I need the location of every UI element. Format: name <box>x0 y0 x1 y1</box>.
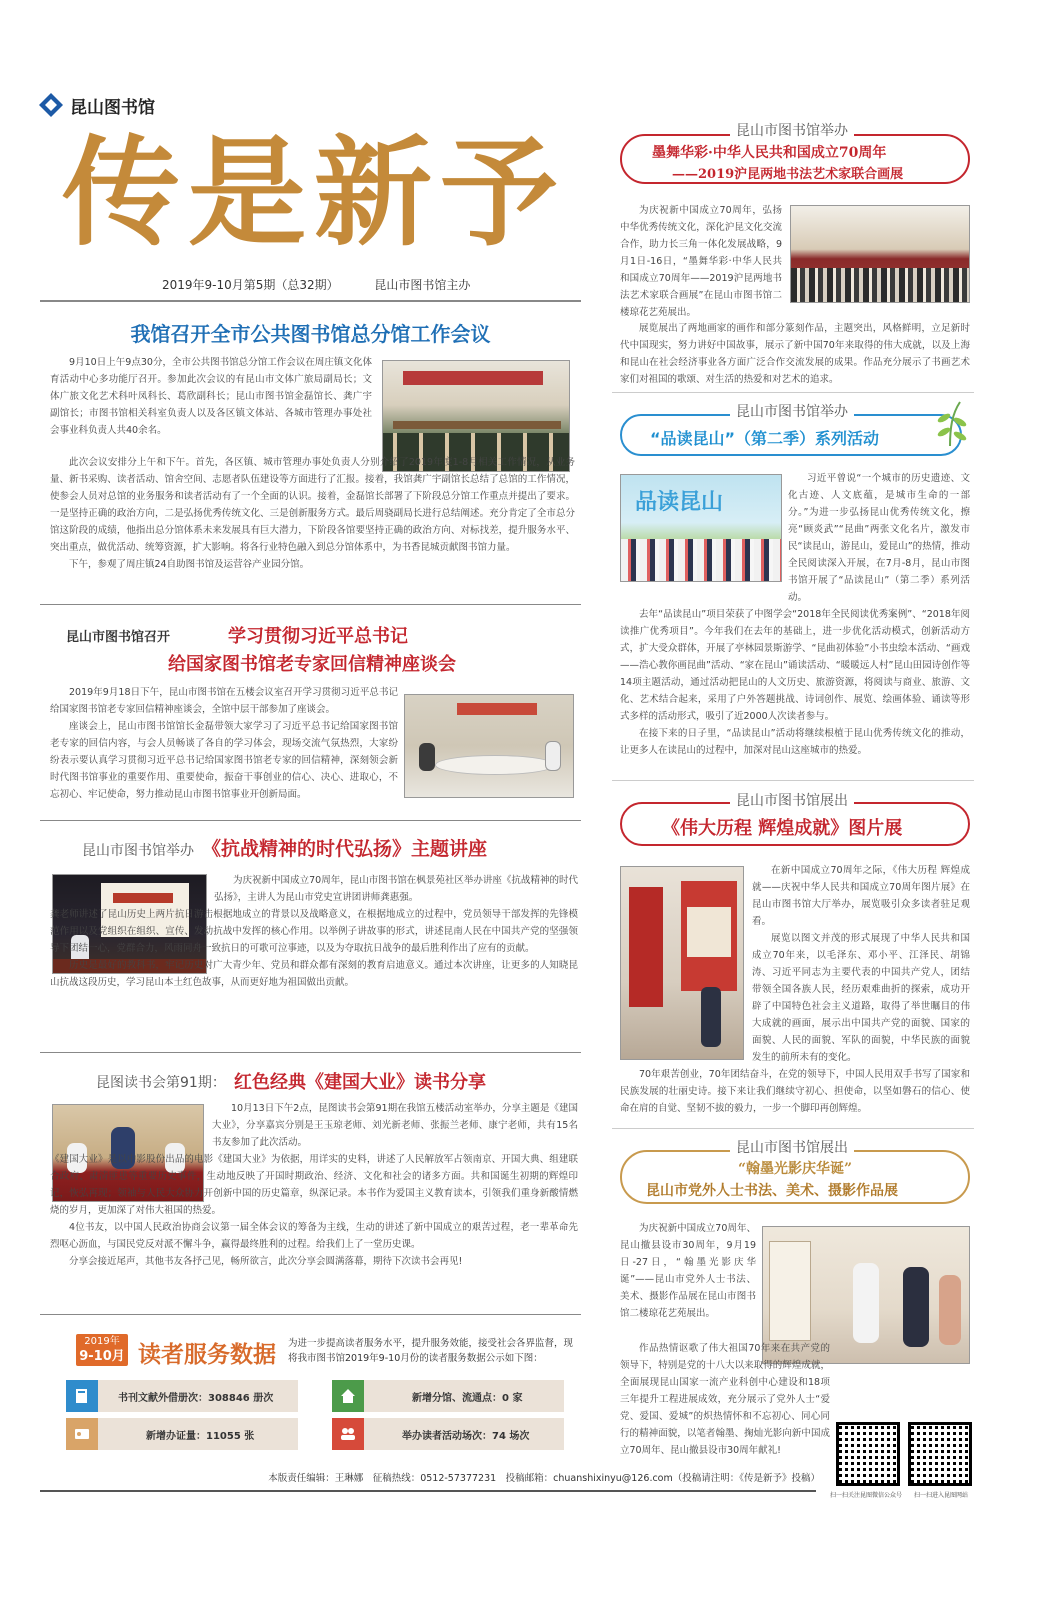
stats-intro: 为进一步提高读者服务水平，提升服务效能，接受社会各界监督，现将我市图书馆2019年9-10月份的读者服务数据公示如下图： <box>288 1338 574 1364</box>
right3-kicker: 昆山市图书馆展出 <box>730 790 854 810</box>
divider <box>40 1314 581 1315</box>
article2-paragraph: 座谈会上，昆山市图书馆馆长金磊带领大家学习了习近平总书记给国家图书馆老专家的回信内容，与会人员畅谈了各自的学习体会，现场交流气氛热烈，大家纷纷表示要认真学习贯彻习近平总书记给国家图书馆老专家的回信精神，深刻领会新时代图书馆事业的重要作用、重要使命，振奋干事创业的信心、决心、进取心，不忘初心、牢记使命，努力推动昆山市图书馆事业开创新局面。 <box>50 721 398 800</box>
right2-paragraph: 习近平曾说“一个城市的历史遗迹、文化古迹、人文底蕴，是城市生命的一部分。”为进一步弘扬昆山优秀传统文化，擦亮“顾炎武”“昆曲”两张文化名片，激发市民“读昆山，游昆山，爱昆山”的热情，推动全民阅读深入开展，在7月-8月，昆山市图书馆开展了“品读昆山”（第二季）系列活动。 <box>788 473 970 603</box>
qr1-caption: 扫一扫关注昆图微信公众号 <box>829 1492 902 1499</box>
stat-card <box>332 1418 564 1450</box>
stat-label: 举办读者活动场次：74 场次 <box>402 1430 530 1442</box>
diamond-logo-icon <box>38 92 64 118</box>
divider <box>40 1052 581 1053</box>
divider <box>612 780 974 781</box>
stats-badge-months: 9-10月 <box>79 1349 125 1364</box>
right4-paragraph: 为庆祝新中国成立70周年、昆山撤县设市30周年，9月19日-27日，“翰墨光影庆华诞”——昆山市党外人士书法、美术、摄影作品展在昆山市图书馆二楼琼花艺苑展出。 <box>620 1223 756 1319</box>
article3-body <box>50 872 578 991</box>
right3-paragraph: 在新中国成立70周年之际，《伟大历程 辉煌成就——庆祝中华人民共和国成立70周年图片展》在昆山市图书馆大厅举办，展览吸引众多读者驻足观看。 <box>752 865 970 927</box>
article4-kicker: 昆图读书会第91期： <box>96 1075 226 1091</box>
right3-title: 《伟大历程 辉煌成就》图片展 <box>662 818 903 839</box>
right4-body-cont <box>620 1340 830 1459</box>
article4-title: 红色经典《建国大业》读书分享 <box>234 1072 486 1093</box>
right2-photo-text: 品读昆山 <box>635 489 724 515</box>
right1-photo <box>790 205 970 303</box>
logo-text: 昆山图书馆 <box>70 97 155 118</box>
stat-card <box>332 1380 564 1412</box>
article2-kicker: 昆山市图书馆召开 <box>66 630 171 645</box>
article2-title-line2: 给国家图书馆老专家回信精神座谈会 <box>168 654 456 675</box>
right1-body-cont <box>620 320 970 388</box>
stat-label: 新增分馆、流通点：0 家 <box>412 1392 523 1404</box>
article1-title: 我馆召开全市公共图书馆总分馆工作会议 <box>130 322 491 346</box>
house-icon <box>332 1380 364 1412</box>
book-icon <box>66 1380 98 1412</box>
masthead-title: 传是新予 <box>62 123 567 262</box>
footer-text: 本版责任编辑：王琳娜 征稿热线：0512-57377231 投稿邮箱：chuanshixinyu@126.com（投稿请注明：《传是新予》投稿） <box>268 1473 820 1484</box>
right1-body <box>620 202 782 321</box>
stat-card <box>66 1380 298 1412</box>
article1-body-cont <box>50 454 575 573</box>
right4-kicker: 昆山市图书馆展出 <box>730 1137 854 1157</box>
website-qr-code <box>908 1422 972 1486</box>
right2-paragraph: 在接下来的日子里，“品读昆山”活动将继续根植于昆山优秀传统文化的推动，让更多人在读昆山的过程中，加深对昆山这座城市的热爱。 <box>620 728 970 756</box>
issue-line <box>162 276 470 293</box>
right1-paragraph: 展览展出了两地画家的画作和部分篆刻作品，主题突出，风格鲜明，立足新时代中国现实，努力讲好中国故事，展示了新中国70年来取得的伟大成就，以及上海和昆山在社会经济事业各方面广泛合作交流发展的成果。作品充分展示了书画艺术家们对祖国的歌颂、对生活的热爱和对艺术的追求。 <box>620 323 970 385</box>
right4-title-line1: “翰墨光影庆华诞” <box>738 1161 853 1177</box>
divider <box>612 1128 974 1129</box>
stat-label: 书刊文献外借册次：308846 册次 <box>118 1392 274 1404</box>
right4-title-line2: 昆山市党外人士书法、美术、摄影作品展 <box>646 1183 898 1199</box>
footer-rule <box>40 1490 816 1492</box>
right1-kicker: 昆山市图书馆举办 <box>730 120 854 140</box>
article3-paragraph: 龚老师讲述了昆山历史上两片抗日游击根据地成立的背景以及战略意义，在根据地成立的过程中，党员领导干部发挥的先锋模范作用以及党组织在组织、宣传、发动抗战中发挥的核心作用。以举例子讲故事的形式，讲述昆南人民在中国共产党的坚强领导下团结一心，党群合力，风雨同舟一致抗日的可歌可泣事迹，以及为夺取抗日战争的最后胜利作出了应有的贡献。 <box>50 909 578 954</box>
right4-body <box>620 1220 756 1322</box>
article2-body <box>50 684 398 803</box>
article2-title-line1: 学习贯彻习近平总书记 <box>228 626 408 647</box>
divider <box>612 392 974 393</box>
leaf-decoration-icon <box>930 398 972 448</box>
qr2-caption: 扫一扫进入昆图网站 <box>913 1492 968 1499</box>
right2-paragraph: 去年“品读昆山”项目荣获了中图学会“2018年全民阅读优秀案例”、“2018年阅读推广优秀项目”。今年我们在去年的基础上，进一步优化活动模式，创新活动方式，扩大受众群体，开展了亭林园景斯游学、“昆曲初体验”小书虫绘本活动、“画戏——浩心教你画昆曲”活动、“家在昆山”诵读活动、“暖暖远人村”昆山田园诗创作等14项主题活动，通过活动把昆山的人文历史、旅游资源，将阅读与商业、旅游、文化、艺术结合起来，采用了户外答题挑战、诗词创作、展览、绘画体验、诵读等形式多样的活动形式，吸引了近2000人次读者参与。 <box>620 609 970 722</box>
divider <box>40 604 581 605</box>
article3-paragraph: 为庆祝新中国成立70周年，昆山市图书馆在枫景苑社区举办讲座《抗战精神的时代弘扬》，主讲人为昆山市党史宣讲团讲师龚惠强。 <box>214 875 578 903</box>
right1-paragraph: 为庆祝新中国成立70周年，弘扬中华优秀传统文化，深化沪昆文化交流合作，助力长三角一体化发展战略，9月1日-16日，“墨舞华彩·中华人民共和国成立70周年——2019沪昆两地书法艺术家联合画展”在昆山市图书馆二楼琼花艺苑展出。 <box>620 205 782 318</box>
people-icon <box>332 1418 364 1450</box>
masthead-rule <box>40 300 581 302</box>
stats-badge-year: 2019年 <box>84 1336 120 1347</box>
article3-kicker: 昆山市图书馆举办 <box>82 843 194 859</box>
right2-body <box>620 470 970 759</box>
article4-paragraph: 《建国大业》是以中影股份出品的电影《建国大业》为依据，用详实的史料，讲述了人民解放军占领南京、开国大典、组建联合政府、肃清匪患等重要历史事件，生动地反映了开国时期政治、经济、文化和社会的诸多方面。共和国诞生初期的辉煌印记，恢弘再现；领袖与人民大众协力开创新中国的历史篇章，纵深记录。本书作为爱国主义教育读本，引领我们重身新酸情燃烧的岁月，更加深了对伟大祖国的热爱。 <box>50 1154 578 1216</box>
right3-paragraph: 展览以图文并茂的形式展现了中华人民共和国成立70年来，以毛泽东、邓小平、江泽民、胡锦涛、习近平同志为主要代表的中国共产党人，团结带领全国各族人民，经历艰难曲折的探索，成功开辟了中国特色社会主义道路，取得了举世瞩目的伟大成就的画面，展示出中国共产党的面貌、国家的面貌、人民的面貌、军队的面貌，中华民族的面貌发生的前所未有的变化。 <box>752 933 970 1063</box>
article3-title: 《抗战精神的时代弘扬》主题讲座 <box>202 838 488 860</box>
article4-paragraph: 10月13日下午2点，昆图读书会第91期在我馆五楼活动室举办，分享主题是《建国大业》，分享嘉宾分别是王玉琼老师、刘光新老师、张振兰老师、康宁老师，共有15名书友参加了此次活动。 <box>212 1103 578 1148</box>
card-icon <box>66 1418 98 1450</box>
wechat-qr-code <box>836 1422 900 1486</box>
issue-number: 2019年9-10月第5期（总32期） <box>162 278 339 292</box>
article4-paragraph: 4位书友，以中国人民政治协商会议第一届全体会议的筹备为主线，生动的讲述了新中国成立的艰苦过程，老一辈革命先烈呕心沥血，与国民党反对派不懈斗争，赢得最终胜利的过程。给我们上了一堂历史课。 <box>50 1222 578 1250</box>
article1-paragraph: 下午，参观了周庄镇24自助图书馆及运营谷产业园分馆。 <box>69 559 310 570</box>
divider <box>40 820 581 821</box>
article2-photo <box>404 694 574 798</box>
article4-body <box>50 1100 578 1270</box>
publisher: 昆山市图书馆主办 <box>374 278 471 292</box>
article2-paragraph: 2019年9月18日下午，昆山市图书馆在五楼会议室召开学习贯彻习近平总书记给国家图书馆老专家回信精神座谈会，全馆中层干部参加了座谈会。 <box>50 687 398 715</box>
article4-paragraph: 分享会接近尾声，其他书友各抒己见，畅所欲言，此次分享会圆满落幕，期待下次读书会再见! <box>69 1256 463 1267</box>
article3-paragraph: 历史是最好的教科书，牢记历史对广大青少年、党员和群众都有深刻的教育启迪意义。通过本次讲座，让更多的人知晓昆山抗战这段历史，学习昆山本土红色故事，从而更好地为祖国做出贡献。 <box>50 960 578 988</box>
stat-card <box>66 1418 298 1450</box>
right3-body <box>620 862 970 1117</box>
right3-paragraph: 70年艰苦创业，70年团结奋斗，在党的领导下，中国人民用双手书写了国家和民族发展的壮丽史诗。接下来让我们继续守初心、担使命，以坚如磐石的信心、使命在肩的自觉、坚韧不拔的毅力，一步一个脚印再创辉煌。 <box>620 1069 970 1114</box>
right1-title-line1: 墨舞华彩·中华人民共和国成立70周年 <box>652 145 887 161</box>
article1-body <box>50 354 372 439</box>
right4-paragraph: 作品热情讴歌了伟大祖国70年来在共产党的领导下，特别是党的十八大以来取得的辉煌成就，全面展现昆山国家一流产业科创中心建设和18项三年提升工程进展成效，充分展示了党外人士“爱党、爱国、爱城”的炽热情怀和不忘初心、同心同行的精神面貌，以笔者翰墨、掬灿光影向新中国成立70周年、昆山撤县设市30周年献礼! <box>620 1343 830 1456</box>
right2-kicker: 昆山市图书馆举办 <box>730 401 854 421</box>
masthead-logo <box>38 92 155 118</box>
stats-badge <box>76 1334 128 1366</box>
article1-paragraph: 9月10日上午9点30分，全市公共图书馆总分馆工作会议在周庄镇文化体育活动中心多功能厅召开。参加此次会议的有昆山市文体广旅局副局长；文体广旅文化艺术科叶凤科长、葛欣副科长；昆山市图书馆金磊馆长、龚广宇副馆长；市图书馆相关科室负责人以及各区镇文体站、各城市管理办事处社会事业科负责人共40余名。 <box>50 357 372 436</box>
stat-label: 新增办证量：11055 张 <box>146 1430 255 1442</box>
right1-title-line2: ——2019沪昆两地书法艺术家联合画展 <box>672 167 904 182</box>
stats-title: 读者服务数据 <box>138 1342 276 1368</box>
right2-title: “品读昆山”（第二季）系列活动 <box>650 429 880 448</box>
article1-paragraph: 此次会议安排分上午和下午。首先，各区镇、城市管理办事处负责人分别介绍了2019年度1-8月相关工作情况，从业务量、新书采购、读者活动、馆舍空间、志愿者队伍建设等方面进行了汇报。接着，我馆龚广宇副馆长总结了总馆的工作情况，使参会人员对总馆的业务服务和读者活动有了一个全面的认识。接着，金磊馆长部署了下阶段总分馆工作重点并提出了要求。一是坚持正确的政治方向，二是弘扬优秀传统文化、三是创新服务方式。最后周骁副局长进行总结阐述。充分肯定了全市总分馆这阶段的成绩，他指出总分馆体系未来发展具有巨大潜力，下阶段各馆要坚持正确的政治方向、对标找差，提升服务水平、突出重点，做优活动、统筹资源，扩大影响。将各行业特色融入到总分馆体系中，为书香昆城贡献图书馆力量。 <box>50 457 575 553</box>
